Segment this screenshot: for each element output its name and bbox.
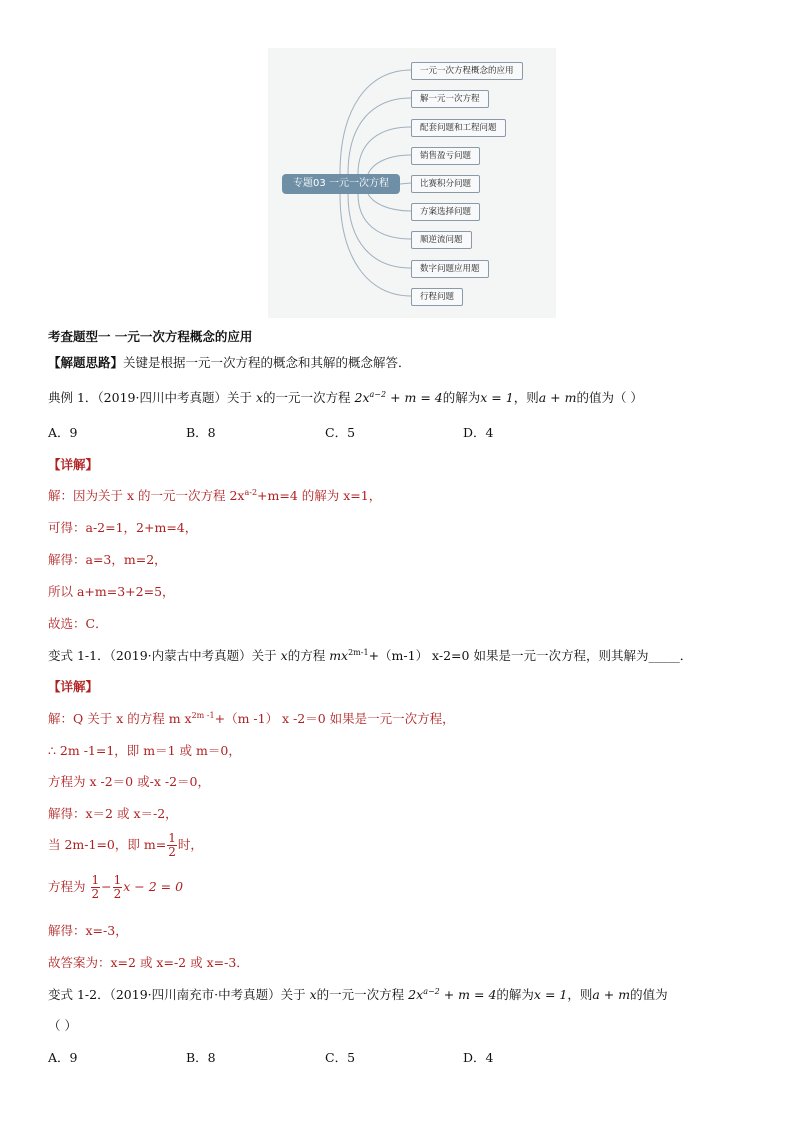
option-d: D．4 [463, 1050, 494, 1065]
mind-map-node: 比赛积分问题 [411, 175, 480, 193]
option-a: A．9 [48, 1050, 78, 1065]
detail-label: 【详解】 [48, 679, 99, 694]
mind-map-node: 方案选择问题 [411, 203, 480, 221]
math-var: x [255, 390, 264, 405]
solution-line: 所以 a+m=3+2=5， [48, 584, 175, 599]
solution-line: 解：因为关于 x 的一元一次方程 $2x^{a-2}+m=4$ 的解为 x=1， [48, 487, 382, 503]
option-c: C．5 [325, 1050, 356, 1065]
option-d: D．4 [463, 425, 494, 440]
solution-line: 解得：x＝2 或 x＝-2， [48, 806, 178, 821]
answer-paren: （ ） [48, 1018, 77, 1033]
equation: $mx^{2m-1}+(m-1)$ x-2=0 [329, 647, 470, 663]
solution-line: ∴ 2m -1=1，即 m＝1 或 m＝0， [48, 743, 241, 758]
section-title: 考查题型一 一元一次方程概念的应用 [48, 329, 253, 344]
mind-map-node: 销售盈亏问题 [411, 147, 480, 165]
mind-map-center: 专题03 一元一次方程 [282, 174, 400, 194]
equation: $2x^{a-2} + m = 4$ [354, 389, 443, 405]
solution-line: 解得：a=3，m=2， [48, 552, 167, 567]
mind-map [268, 48, 556, 318]
solution-value: x = 1 [480, 390, 514, 405]
question-text: 典例 1．（2019·四川中考真题）关于 [48, 390, 252, 405]
fraction: $\frac{1}{2}$ [168, 831, 176, 859]
variant-1-1-question: 变式 1-1．（2019·内蒙古中考真题）关于 x的方程 $mx^{2m-1}+(m-1)$ x-2=0 如果是一元一次方程，则其解为_____． [48, 647, 693, 663]
fraction: $\frac{1}{2}$ [91, 873, 100, 901]
solution-line: 故答案为：x=2 或 x=-2 或 x=-3． [48, 955, 249, 970]
option-c: C．5 [325, 425, 356, 440]
solution-line: 解：Q 关于 x 的方程 m $x^{2m -1}+(m$ -1） x -2＝0 如果是一元一次方程， [48, 710, 455, 726]
example-1-question: 典例 1．（2019·四川中考真题）关于 x的一元一次方程 $2x^{a-2} + m = 4$的解为x = 1，则a + m的值为（ ） [48, 389, 643, 405]
mind-map-node: 一元一次方程概念的应用 [411, 62, 523, 80]
tip-line [48, 353, 411, 371]
math-expr: a + m [538, 390, 577, 405]
solution-line: 可得：a-2=1，2+m=4， [48, 520, 198, 535]
option-b: B．8 [186, 425, 216, 440]
solution-line: 方程为 x -2＝0 或-x -2＝0， [48, 774, 210, 789]
mind-map-node: 行程问题 [411, 288, 463, 306]
question-text: 的解为 [442, 390, 481, 405]
solution-line: 当 2m-1=0，即 m= $\frac{1}{2}$ 时， [48, 831, 203, 859]
mind-map-node: 解一元一次方程 [411, 90, 489, 108]
variant-1-2-question: 变式 1-2．（2019·四川南充市·中考真题）关于 x的一元一次方程 $2x^{a-2} + m = 4$的解为x = 1，则a + m的值为 [48, 986, 668, 1002]
fraction: $\frac{1}{2}$ [113, 873, 122, 901]
option-a: A．9 [48, 425, 78, 440]
solution-line: 解得：x=-3， [48, 923, 128, 938]
detail-label: 【详解】 [48, 457, 99, 472]
solution-line: 方程为 $\frac{1}{2}$ − $\frac{1}{2}$ x − 2 = 0 [48, 873, 184, 901]
mind-map-node: 数字问题应用题 [411, 260, 489, 278]
question-text: 的一元一次方程 [263, 390, 351, 405]
option-b: B．8 [186, 1050, 216, 1065]
tip-label: 【解题思路】 [48, 355, 124, 370]
tip-text: 关键是根据一元一次方程的概念和其解的概念解答． [123, 355, 411, 370]
mind-map-node: 顺逆流问题 [411, 231, 472, 249]
solution-line: 故选：C． [48, 616, 108, 631]
mind-map-node: 配套问题和工程问题 [411, 119, 506, 137]
